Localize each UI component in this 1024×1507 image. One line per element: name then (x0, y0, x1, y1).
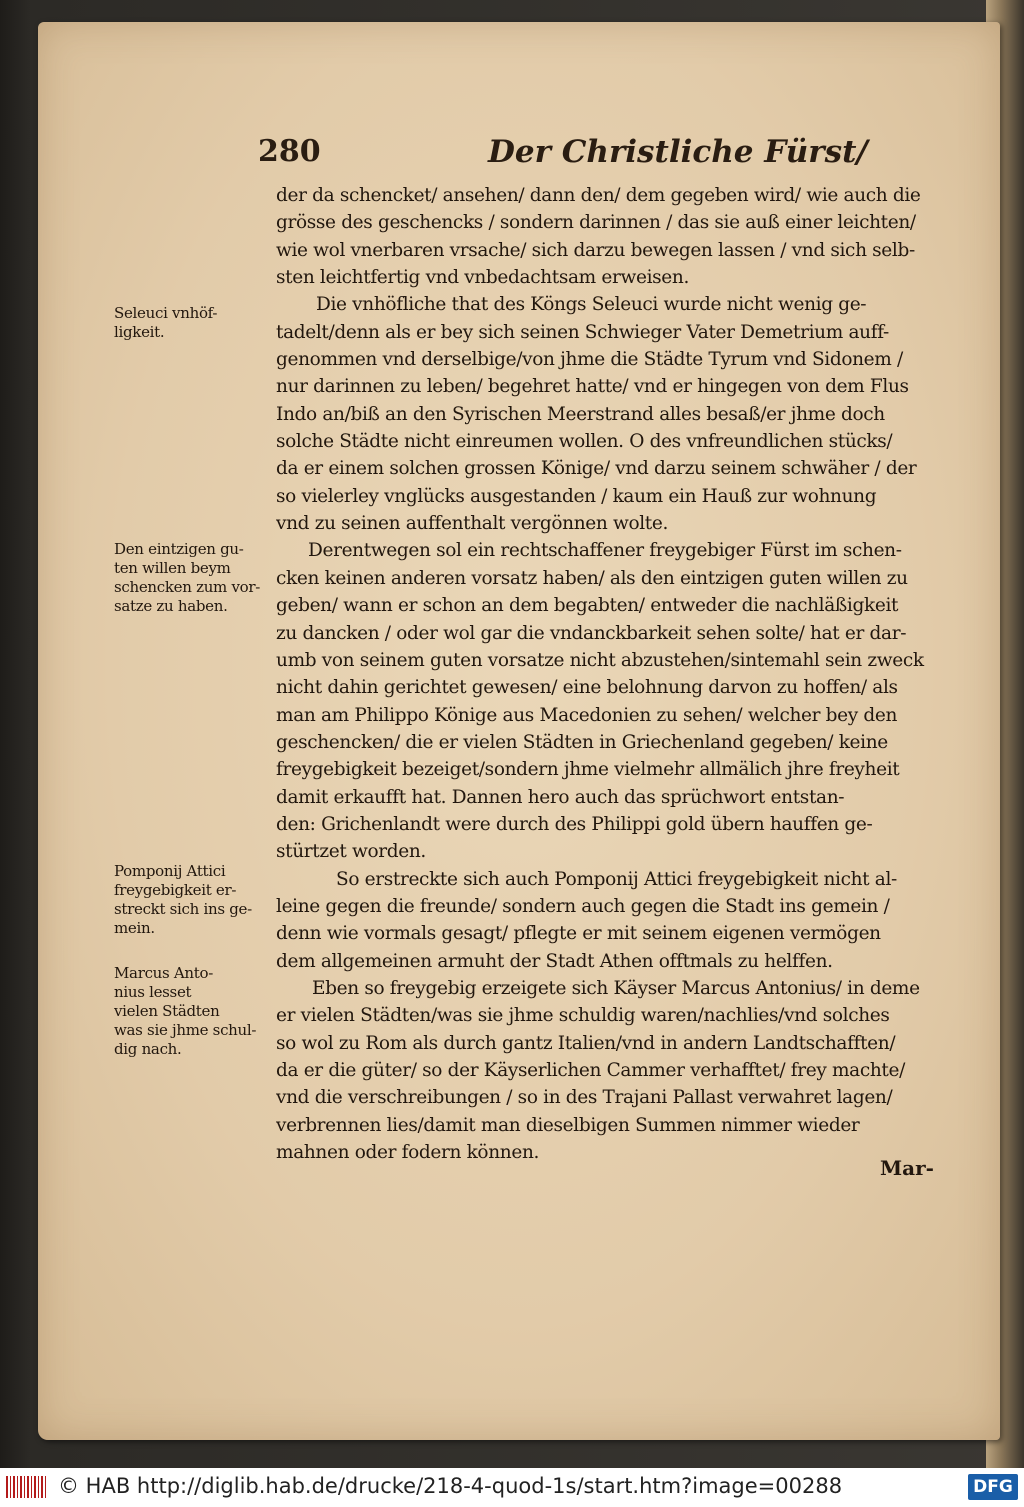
text-line: nicht dahin gerichtet gewesen/ eine belohnung darvon zu hoffen/ als (276, 677, 898, 699)
text-line: mahnen oder fodern können. (276, 1142, 540, 1164)
marginal-line: streckt sich ins ge- (114, 900, 252, 918)
text-line: so wol zu Rom als durch gantz Italien/vnd in andern Landtschafften/ (276, 1032, 896, 1054)
text-line: vnd zu seinen auffenthalt vergönnen wolte. (276, 513, 669, 535)
text-line: man am Philippo Könige aus Macedonien zu sehen/ welcher bey den (276, 704, 898, 726)
marginal-line: satze zu haben. (114, 597, 228, 615)
barcode-icon (6, 1476, 46, 1498)
text-line: stürtzet worden. (276, 841, 426, 863)
marginal-line: Den eintzigen gu- (114, 540, 244, 558)
text-line: geschencken/ die er vielen Städten in Griechenland gegeben/ keine (276, 731, 888, 753)
text-line: zu dancken / oder wol gar die vndanckbarkeit sehen solte/ hat er dar- (276, 622, 907, 644)
text-line: tadelt/denn als er bey sich seinen Schwieger Vater Demetrium auff- (276, 321, 889, 343)
marginal-line: vielen Städten (114, 1002, 220, 1020)
running-title: Der Christliche Fürst/ (488, 134, 868, 170)
text-line: dem allgemeinen armuht der Stadt Athen offtmals zu helffen. (276, 950, 833, 972)
text-line: sten leichtfertig vnd vnbedachtsam erweisen. (276, 267, 689, 289)
text-line: umb von seinem guten vorsatze nicht abzustehen/sintemahl sein zweck (276, 649, 924, 671)
marginal-line: nius lesset (114, 983, 192, 1001)
text-line: Indo an/biß an den Syrischen Meerstrand alles besaß/er jhme doch (276, 403, 885, 425)
text-line: Derentwegen sol ein rechtschaffener freygebiger Fürst im schen- (308, 540, 902, 562)
marginal-line: Pomponij Attici (114, 862, 226, 880)
text-line: nur darinnen zu leben/ begehret hatte/ vnd er hingegen von dem Flus (276, 376, 909, 398)
marginal-line: Seleuci vnhöf- (114, 304, 218, 322)
marginal-line: freygebigkeit er- (114, 881, 237, 899)
text-line: Eben so freygebig erzeigete sich Käyser Marcus Antonius/ in deme (312, 977, 920, 999)
text-line: da er die güter/ so der Käyserlichen Cammer verhafftet/ frey machte/ (276, 1060, 905, 1081)
text-line: leine gegen die freunde/ sondern auch gegen die Stadt ins gemein / (276, 895, 890, 917)
footer-bar (0, 1468, 1024, 1507)
marginal-line: Marcus Anto- (114, 964, 214, 982)
text-line: cken keinen anderen vorsatz haben/ als den eintzigen guten willen zu (276, 567, 908, 589)
text-line: wie wol vnerbaren vrsache/ sich darzu bewegen lassen / vnd sich selb- (276, 239, 915, 261)
text-line: genommen vnd derselbige/von jhme die Städte Tyrum vnd Sidonem / (276, 349, 903, 371)
text-line: geben/ wann er schon an dem begabten/ entweder die nachläßigkeit (276, 595, 899, 617)
source-url[interactable]: © HAB http://diglib.hab.de/drucke/218-4-quod-1s/start.htm?image=00288 (58, 1474, 843, 1498)
marginal-line: schencken zum vor- (114, 578, 260, 596)
dfg-logo: DFG (968, 1474, 1018, 1500)
text-line: er vielen Städten/was sie jhme schuldig waren/nachlies/vnd solches (276, 1005, 890, 1027)
page-number: 280 (258, 134, 321, 169)
text-line: den: Grichenlandt were durch des Philippi gold übern hauffen ge- (276, 813, 873, 835)
text-line: verbrennen lies/damit man dieselbigen Summen nimmer wieder (276, 1114, 860, 1136)
marginal-note-marcus-antonius (114, 964, 264, 1059)
text-line: freygebigkeit bezeiget/sondern jhme vielmehr allmälich jhre freyheit (276, 759, 900, 781)
marginal-line: ligkeit. (114, 323, 165, 341)
marginal-line: dig nach. (114, 1040, 182, 1058)
text-line: So erstreckte sich auch Pomponij Attici freygebigkeit nicht al- (336, 868, 897, 890)
text-line: so vielerley vnglücks ausgestanden / kaum ein Hauß zur wohnung (276, 485, 877, 507)
text-line: da er einem solchen grossen Könige/ vnd darzu seinem schwäher / der (276, 458, 917, 480)
marginal-line: ten willen beym (114, 559, 231, 577)
marginal-note-pomponius (114, 862, 264, 938)
text-line: der da schencket/ ansehen/ dann den/ dem gegeben wird/ wie auch die (276, 185, 921, 206)
body-text (276, 182, 946, 1166)
text-line: vnd die verschreibungen / so in des Trajani Pallast verwahret lagen/ (276, 1087, 893, 1109)
text-line: grösse des geschencks / sondern darinnen / das sie auß einer leichten/ (276, 212, 916, 234)
page-header (258, 130, 978, 180)
text-line: denn wie vormals gesagt/ pflegte er mit seinem eigenen vermögen (276, 923, 881, 945)
text-line: Die vnhöfliche that des Köngs Seleuci wurde nicht wenig ge- (316, 294, 867, 316)
text-line: solche Städte nicht einreumen wollen. O des vnfreundlichen stücks/ (276, 431, 893, 453)
marginal-line: mein. (114, 919, 155, 937)
marginal-note-seleuci (114, 304, 264, 342)
text-line: damit erkaufft hat. Dannen hero auch das sprüchwort entstan- (276, 786, 845, 808)
marginal-note-guten-willen (114, 540, 264, 616)
marginal-line: was sie jhme schul- (114, 1021, 257, 1039)
catchword: Mar- (880, 1156, 934, 1180)
